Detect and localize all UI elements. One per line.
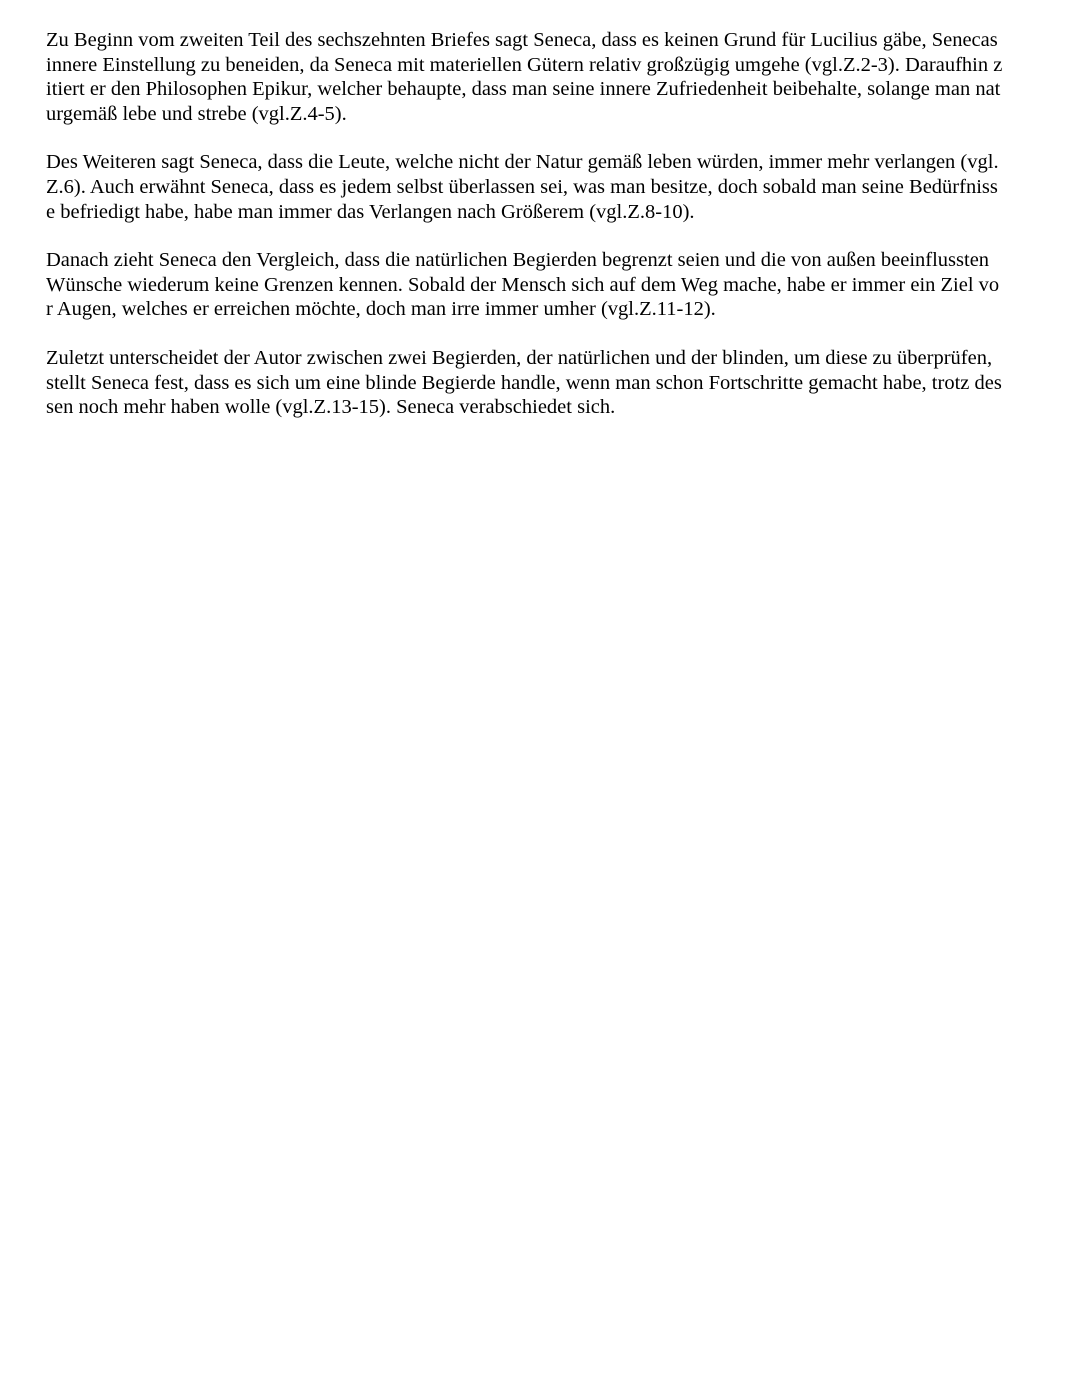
text-line: stellt Seneca fest, dass es sich um eine blinde Begierde handle, wenn man schon Fortschritte gemacht habe, trotz des xyxy=(46,371,1002,394)
text-line: Des Weiteren sagt Seneca, dass die Leute, welche nicht der Natur gemäß leben würden, immer mehr verlangen (vgl. xyxy=(46,151,999,174)
text-line: e befriedigt habe, habe man immer das Verlangen nach Größerem (vgl.Z.8-10). xyxy=(46,200,695,223)
text-line: Zuletzt unterscheidet der Autor zwischen zwei Begierden, der natürlichen und der blinden, um diese zu überprüfen, xyxy=(46,346,993,369)
paragraph-1 xyxy=(46,28,1036,126)
text-line: Z.6). Auch erwähnt Seneca, dass es jedem selbst überlassen sei, was man besitze, doch sobald man seine Bedürfniss xyxy=(46,175,998,198)
text-line: Danach zieht Seneca den Vergleich, dass die natürlichen Begierden begrenzt seien und die von außen beeinflussten xyxy=(46,249,990,272)
document-body xyxy=(46,28,1036,444)
text-line: sen noch mehr haben wolle (vgl.Z.13-15). Seneca verabschiedet sich. xyxy=(46,396,616,419)
text-line: urgemäß lebe und strebe (vgl.Z.4-5). xyxy=(46,102,347,125)
text-line: Zu Beginn vom zweiten Teil des sechszehnten Briefes sagt Seneca, dass es keinen Grund für Lucilius gäbe, Senecas xyxy=(46,29,998,51)
text-line: itiert er den Philosophen Epikur, welcher behaupte, dass man seine innere Zufriedenheit beibehalte, solange man nat xyxy=(46,78,1001,101)
text-line: Wünsche wiederum keine Grenzen kennen. Sobald der Mensch sich auf dem Weg mache, habe er immer ein Ziel vo xyxy=(46,273,1000,296)
text-line: r Augen, welches er erreichen möchte, doch man irre immer umher (vgl.Z.11-12). xyxy=(46,298,716,321)
paragraph-3 xyxy=(46,248,1036,322)
text-line: innere Einstellung zu beneiden, da Seneca mit materiellen Gütern relativ großzügig umgehe (vgl.Z.2-3). Daraufhin z xyxy=(46,53,1003,76)
paragraph-4 xyxy=(46,346,1036,420)
paragraph-2 xyxy=(46,150,1036,224)
